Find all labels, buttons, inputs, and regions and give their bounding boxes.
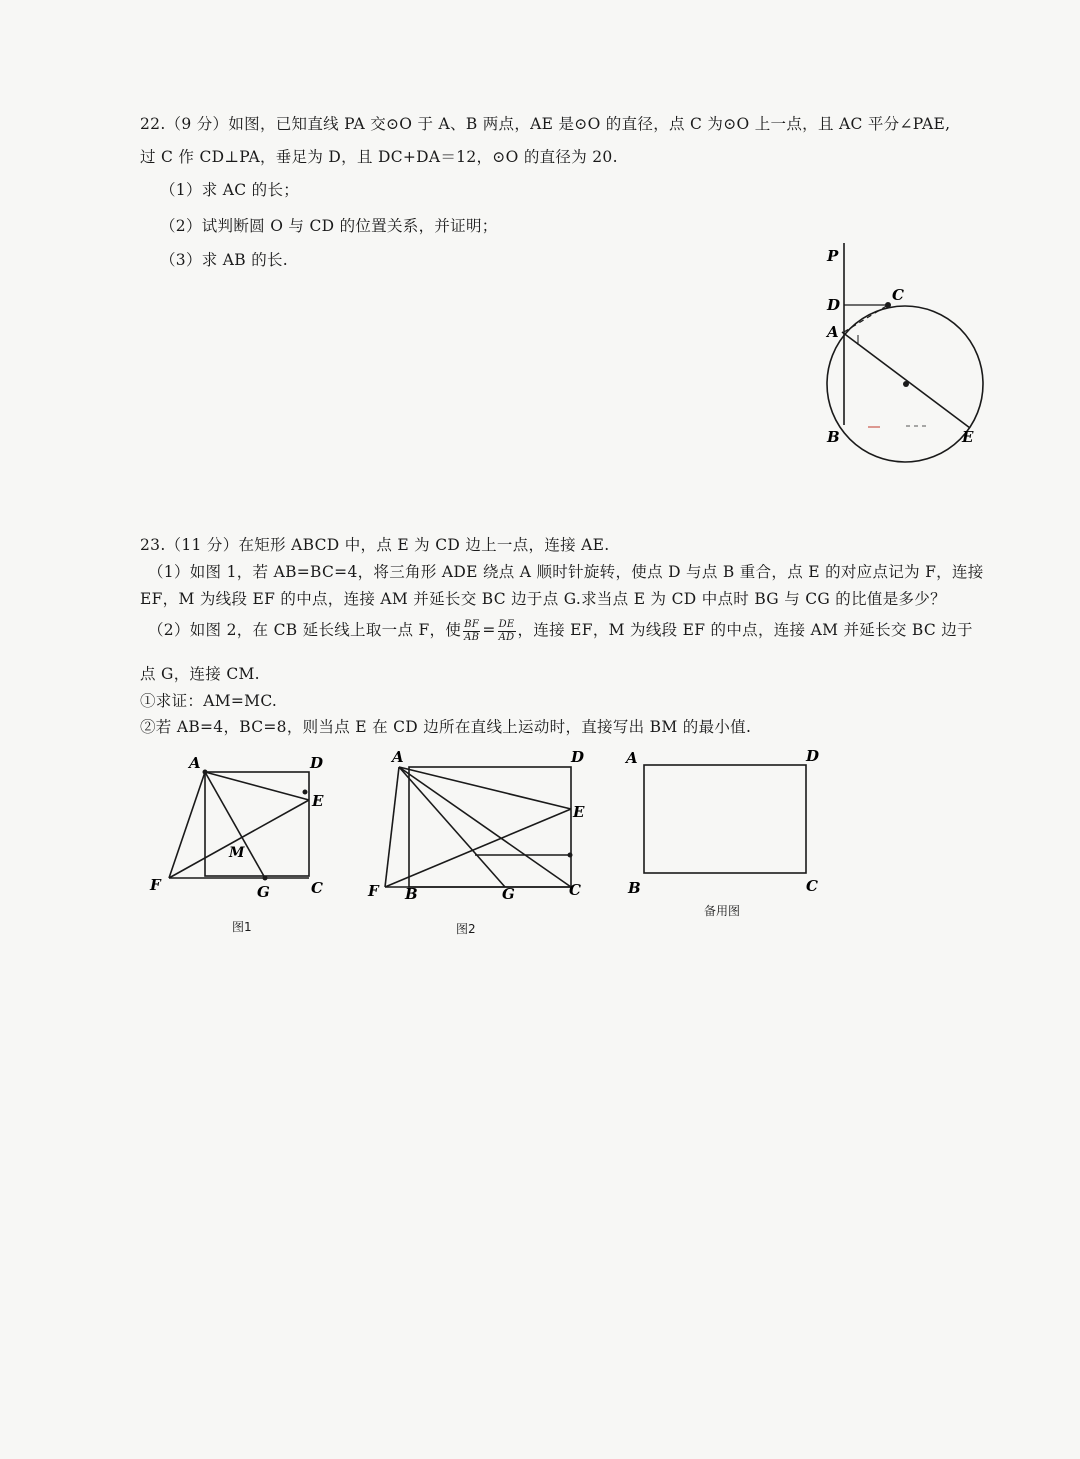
label-c: C — [569, 881, 581, 899]
label-d: D — [806, 747, 820, 765]
figure1-caption: 图1 — [232, 920, 252, 934]
q23-part2-prefix: （2）如图 2，在 CB 延长线上取一点 F，使 — [148, 621, 462, 639]
label-p: P — [827, 247, 839, 265]
q23-sub2: ②若 AB=4，BC=8，则当点 E 在 CD 边所在直线上运动时，直接写出 BM 的最小值. — [140, 718, 752, 736]
label-d: D — [827, 296, 841, 314]
label-b: B — [405, 885, 418, 903]
q23-sub1: ①求证：AM=MC. — [140, 692, 278, 710]
segment-fe — [169, 800, 309, 878]
label-a: A — [189, 754, 201, 772]
label-a: A — [626, 749, 638, 767]
label-f: F — [368, 882, 379, 900]
label-c: C — [806, 877, 818, 895]
q23-part2-line2: 点 G，连接 CM. — [140, 665, 260, 683]
segment-ae — [205, 772, 309, 800]
label-a: A — [827, 323, 839, 341]
equals-sign: = — [482, 621, 496, 639]
q22-part1: （1）求 AC 的长； — [160, 181, 300, 199]
label-m: M — [229, 845, 245, 861]
label-b: B — [827, 428, 840, 446]
q23-part2-suffix: ，连接 EF，M 为线段 EF 的中点，连接 AM 并延长交 BC 边于 — [517, 621, 973, 639]
q23-figure1 — [145, 748, 335, 903]
label-c: C — [311, 879, 323, 897]
fraction-de-ad: $\frac{DE}{AD}$ — [498, 618, 515, 643]
label-e: E — [962, 428, 974, 446]
q22-circle-figure — [810, 235, 1000, 480]
q23-part2-line1 — [148, 618, 973, 644]
label-e: E — [573, 803, 585, 821]
q23-part1-line2: EF，M 为线段 EF 的中点，连接 AM 并延长交 BC 边于点 G.求当点 E 为 CD 中点时 BG 与 CG 的比值是多少？ — [140, 590, 946, 608]
point-c — [885, 302, 891, 308]
fraction-bf-ab: $\frac{BF}{AB}$ — [464, 618, 480, 643]
segment-fe — [385, 809, 571, 887]
segment-af — [169, 772, 205, 878]
q23-figure2 — [365, 745, 595, 905]
label-g: G — [502, 885, 515, 903]
q22-part2: （2）试判断圆 O 与 CD 的位置关系，并证明； — [160, 217, 498, 235]
figure2-caption: 图2 — [456, 922, 476, 936]
segment-af — [385, 767, 399, 887]
square-abcd — [205, 772, 309, 876]
diameter-ae — [842, 332, 970, 428]
segment-ac — [399, 767, 571, 887]
label-d: D — [310, 754, 324, 772]
label-c: C — [892, 286, 904, 304]
q23-part1-line1: （1）如图 1，若 AB=BC=4，将三角形 ADE 绕点 A 顺时针旋转，使点 D 与点 B 重合，点 E 的对应点记为 F，连接 — [148, 563, 984, 581]
segment-ag — [205, 772, 265, 878]
q23-spare-figure — [620, 743, 830, 898]
label-f: F — [150, 876, 161, 894]
rect-abcd — [644, 765, 806, 873]
point-o — [903, 381, 909, 387]
label-e: E — [312, 792, 324, 810]
label-d: D — [571, 748, 585, 766]
label-b: B — [628, 879, 641, 897]
q22-stem-line1: 22.（9 分）如图，已知直线 PA 交⊙O 于 A、B 两点，AE 是⊙O 的直径，点 C 为⊙O 上一点，且 AC 平分∠PAE, — [140, 115, 951, 133]
q22-stem-line2: 过 C 作 CD⊥PA，垂足为 D，且 DC+DA＝12，⊙O 的直径为 20. — [140, 148, 618, 166]
q22-part3: （3）求 AB 的长. — [160, 251, 289, 269]
spare-figure-caption: 备用图 — [704, 904, 741, 918]
segment-ag — [399, 767, 505, 887]
segment-ae — [399, 767, 571, 809]
q23-stem: 23.（11 分）在矩形 ABCD 中，点 E 为 CD 边上一点，连接 AE. — [140, 536, 610, 554]
label-g: G — [257, 883, 270, 901]
label-a: A — [392, 748, 404, 766]
